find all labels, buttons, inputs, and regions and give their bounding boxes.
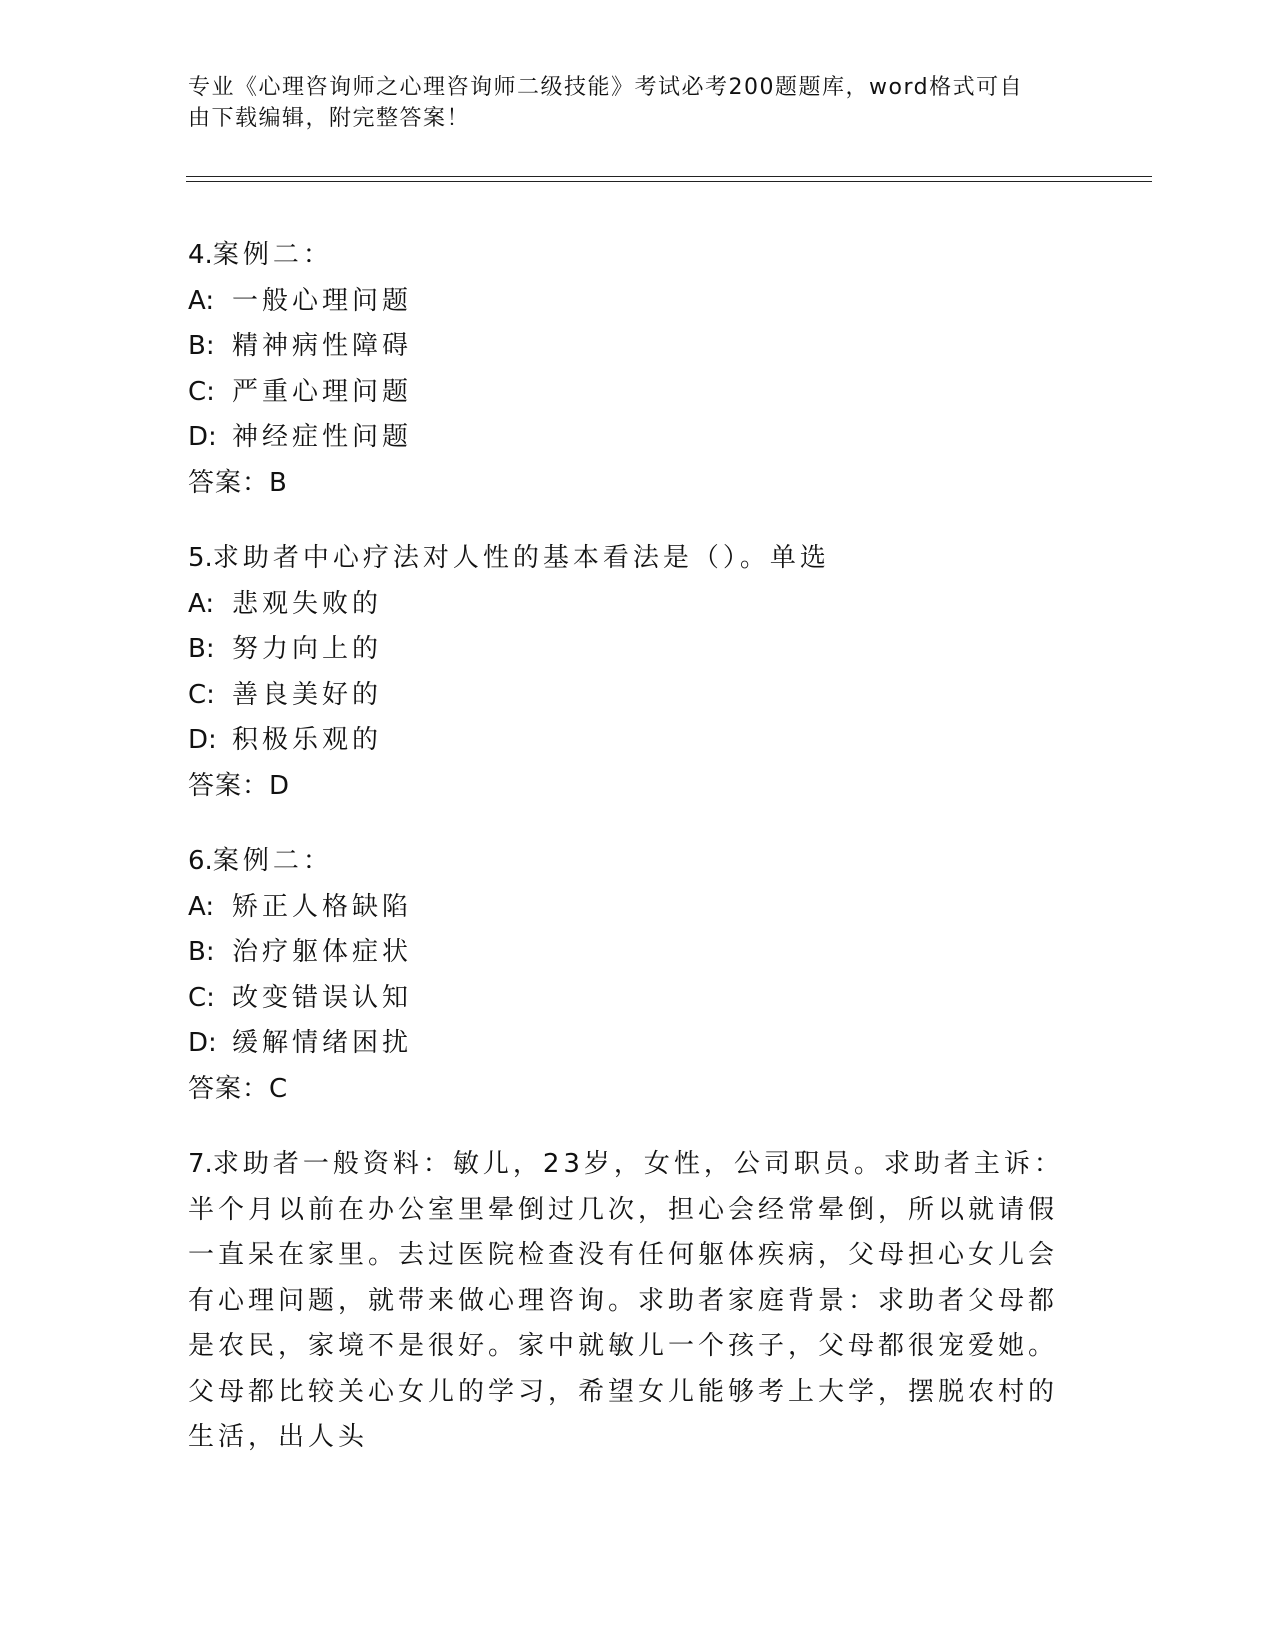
answer-value: C (269, 1073, 289, 1104)
option-key: B: (188, 937, 215, 967)
option-a (188, 885, 1078, 931)
question-7 (188, 1142, 1078, 1461)
option-key: B: (188, 634, 215, 664)
option-b (188, 627, 1078, 673)
question-number: 7. (188, 1149, 213, 1179)
answer-label: 答案： (188, 770, 270, 801)
option-d (188, 415, 1078, 461)
option-key: D: (188, 725, 217, 755)
option-text: 努力向上的 (232, 634, 383, 664)
option-key: B: (188, 331, 215, 361)
option-text: 严重心理问题 (232, 376, 413, 407)
option-key: D: (188, 422, 217, 452)
option-key: C: (188, 679, 215, 710)
answer-value: B (269, 467, 288, 498)
option-text: 神经症性问题 (232, 422, 413, 452)
question-5 (188, 536, 1078, 809)
question-stem: 案例二： (212, 240, 333, 270)
option-c (188, 370, 1078, 416)
option-d (188, 718, 1078, 764)
answer-label: 答案： (188, 467, 270, 498)
header-rule-bottom (186, 181, 1152, 182)
header-line-1: 专业《心理咨询师之心理咨询师二级技能》考试必考200题题库，word格式可自 (188, 75, 1024, 100)
question-number: 4. (188, 240, 213, 270)
option-a (188, 582, 1078, 628)
question-4 (188, 233, 1078, 506)
option-text: 缓解情绪困扰 (232, 1028, 413, 1058)
question-title (188, 536, 1078, 582)
option-text: 改变错误认知 (232, 982, 413, 1013)
question-title (188, 233, 1078, 279)
option-text: 一般心理问题 (232, 285, 413, 316)
header-rule-top (186, 176, 1152, 177)
option-c (188, 976, 1078, 1022)
option-c (188, 673, 1078, 719)
question-list (188, 233, 1078, 1491)
option-text: 精神病性障碍 (232, 331, 413, 361)
answer-value: D (269, 770, 291, 801)
option-text: 矫正人格缺陷 (232, 891, 413, 922)
answer-line (188, 461, 1078, 507)
question-stem: 案例二： (212, 846, 333, 876)
answer-label: 答案： (188, 1073, 270, 1104)
document-header (188, 72, 1068, 134)
option-key: A: (188, 285, 215, 316)
header-line-2: 由下载编辑，附完整答案！ (188, 106, 471, 131)
option-key: A: (188, 588, 215, 619)
question-stem: 求助者中心疗法对人性的基本看法是（）。单选 (212, 543, 830, 573)
option-key: C: (188, 982, 215, 1013)
answer-line (188, 764, 1078, 810)
question-number: 6. (188, 846, 213, 876)
option-key: A: (188, 891, 215, 922)
option-b (188, 930, 1078, 976)
option-key: C: (188, 376, 215, 407)
option-text: 悲观失败的 (232, 588, 383, 619)
option-b (188, 324, 1078, 370)
answer-line (188, 1067, 1078, 1113)
question-title (188, 839, 1078, 885)
option-text: 善良美好的 (232, 679, 383, 710)
question-6 (188, 839, 1078, 1112)
option-text: 治疗躯体症状 (232, 937, 413, 967)
option-d (188, 1021, 1078, 1067)
question-stem: 求助者一般资料：敏儿，23岁，女性，公司职员。求助者主诉：半个月以前在办公室里晕倒过几次，担心会经常晕倒，所以就请假一直呆在家里。去过医院检查没有任何躯体疾病，父母担心女儿会有心理问题，就带来做心理咨询。求助者家庭背景：求助者父母都是农民，家境不是很好。家中就敏儿一个孩子，父母都很宠爱她。父母都比较关心女儿的学习，希望女儿能够考上大学，摆脱农村的生活，出人头 (188, 1149, 1064, 1452)
option-a (188, 279, 1078, 325)
option-key: D: (188, 1028, 217, 1058)
question-number: 5. (188, 543, 213, 573)
question-title (188, 1142, 1068, 1461)
option-text: 积极乐观的 (232, 725, 383, 755)
